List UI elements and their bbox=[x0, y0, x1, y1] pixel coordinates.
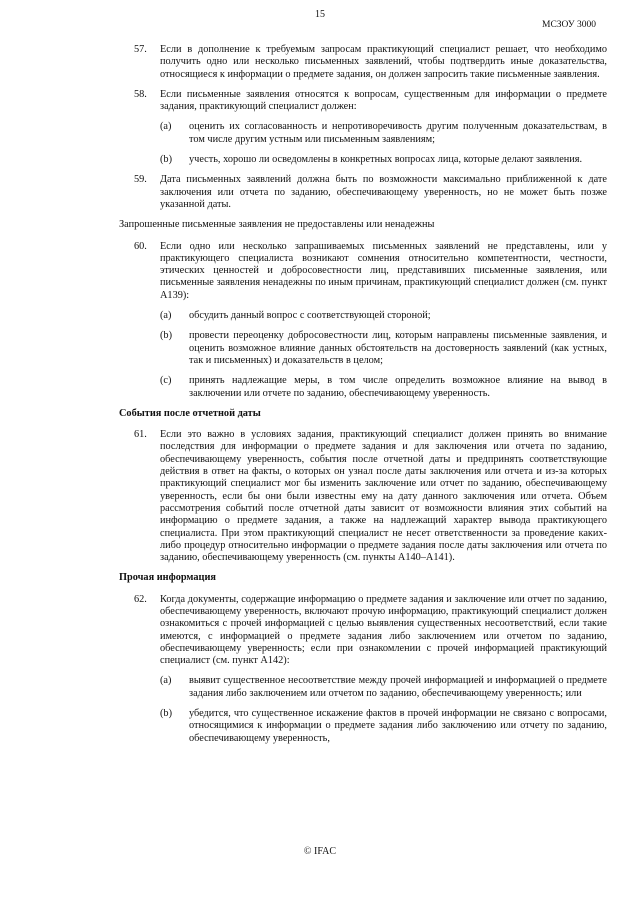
subitem-text: принять надлежащие меры, в том числе определить возможное влияние на вывод в заключении или отчете по заданию, обеспечивающему уверенность. bbox=[189, 375, 607, 399]
subitem bbox=[160, 310, 607, 322]
page-content bbox=[119, 44, 607, 753]
paragraph-text: Если письменные заявления относятся к вопросам, существенным для информации о предмете задания, практикующий специалист должен: bbox=[160, 88, 607, 113]
paragraph-61 bbox=[119, 429, 607, 564]
subitem-text: учесть, хорошо ли осведомлены в конкретных вопросах лица, которые делают заявления. bbox=[189, 154, 583, 166]
paragraph-58 bbox=[119, 89, 607, 114]
footer-copyright: © IFAC bbox=[303, 846, 337, 857]
subitem-label: (b) bbox=[160, 708, 173, 720]
subitem bbox=[160, 375, 607, 400]
subitem-text: выявит существенное несоответствие между прочей информацией и информацией о предмете задания либо заключением или отчетом по заданию, обеспечивающему уверенность; или bbox=[189, 675, 607, 699]
paragraph-number: 59. bbox=[134, 174, 147, 186]
subitem-text: убедится, что существенное искажение фактов в прочей информации не связано с вопросами, относящимися к информации о предмете задания либо заключению или отчету по заданию, обеспечивающему уверенность, bbox=[189, 708, 607, 744]
paragraph-59 bbox=[119, 174, 607, 211]
paragraph-number: 61. bbox=[134, 429, 147, 441]
subitem-label: (a) bbox=[160, 675, 172, 687]
paragraph-62 bbox=[119, 594, 607, 668]
subitem-text: провести переоценку добросовестности лиц, которым направлены письменные заявления, и оценить возможное влияние данных обстоятельств на достоверность заявлений (как устных, так и письменных) и доказательств в целом; bbox=[189, 330, 607, 366]
section-heading-other: Прочая информация bbox=[119, 572, 216, 584]
subitem-text: обсудить данный вопрос с соответствующей стороной; bbox=[189, 310, 431, 322]
paragraph-text: Если в дополнение к требуемым запросам практикующий специалист решает, что необходимо получить одно или несколько письменных заявлений, чтобы подтвердить иные доказательства, относящиеся к информации о предмете задания, он должен запросить такие письменные заявления. bbox=[160, 44, 607, 80]
section-heading-events: События после отчетной даты bbox=[119, 407, 261, 419]
paragraph-57 bbox=[119, 44, 607, 81]
paragraph-text: Дата письменных заявлений должна быть по возможности максимально приближенной к дате заключения или отчета по заданию, обеспечивающему уверенность, но не может быть позже указанной даты. bbox=[160, 174, 607, 210]
subitem bbox=[160, 154, 607, 166]
page-number: 15 bbox=[315, 9, 325, 20]
subitem-label: (b) bbox=[160, 330, 173, 342]
paragraph-text: Когда документы, содержащие информацию о предмете задания и заключение или отчет по заданию, обеспечивающему уверенность, включают прочую информацию, практикующий специалист должен ознакомиться с прочей информацией с целью выявления существенных несоответствий, если такие имеются, с информацией о предмете задания либо заключением или отчетом по заданию, обеспечивающему уверенность; если при ознакомлении с прочей информацией практикующий специалист (см. пункт А142): bbox=[160, 593, 607, 667]
subitem-label: (c) bbox=[160, 375, 172, 387]
standard-code: МСЗОУ 3000 bbox=[542, 20, 596, 30]
paragraph-text: Если одно или несколько запрашиваемых письменных заявлений не представлены, или у практикующего специалиста возникают сомнения относительно компетентности, честности, этических ценностей и добросовестности лиц, представивших письменные заявления, или письменные заявления ненадежны по иным причинам, практикующий специалист должен (см. пункт А139): bbox=[160, 240, 607, 301]
subitem-text: оценить их согласованность и непротиворечивость другим полученным доказательствам, в том числе другим устным или письменным заявлениям; bbox=[189, 121, 607, 145]
subitem bbox=[160, 675, 607, 700]
paragraph-text: Если это важно в условиях задания, практикующий специалист должен принять во внимание последствия для информации о предмете задания и для заключения или отчета по заданию, обеспечивающему уверенность, события после отчетной даты и предпринять соответствующие действия в ответ на факты, о которых он узнал после даты заключения или отчета и из-за которых практикующий специалист мог бы изменить заключение или отчет по заданию, обеспечивающему уверенность, если бы они были известны ему на дату данного заключения или отчета. Объем рассмотрения событий после отчетной даты зависит от возможности влияния этих событий на информацию о предмете задания, а также на надлежащий характер вывода практикующего специалиста. При этом практикующий специалист не несет ответственности за проведение каких-либо процедур относительно информации о предмете задания после даты заключения или отчета по заданию, обеспечивающему уверенность (см. пункты А140–А141). bbox=[160, 429, 607, 564]
subitem bbox=[160, 121, 607, 146]
paragraph-number: 62. bbox=[134, 593, 147, 605]
subitem-label: (a) bbox=[160, 310, 172, 322]
subitem bbox=[160, 708, 607, 745]
paragraph-number: 60. bbox=[134, 240, 147, 252]
paragraph-number: 58. bbox=[134, 88, 147, 100]
paragraph-number: 57. bbox=[134, 44, 147, 55]
subitem-label: (a) bbox=[160, 121, 172, 133]
paragraph-60 bbox=[119, 241, 607, 302]
subitem-label: (b) bbox=[160, 154, 173, 166]
subitem bbox=[160, 330, 607, 367]
section-heading-requested: Запрошенные письменные заявления не предоставлены или ненадежны bbox=[119, 219, 435, 231]
